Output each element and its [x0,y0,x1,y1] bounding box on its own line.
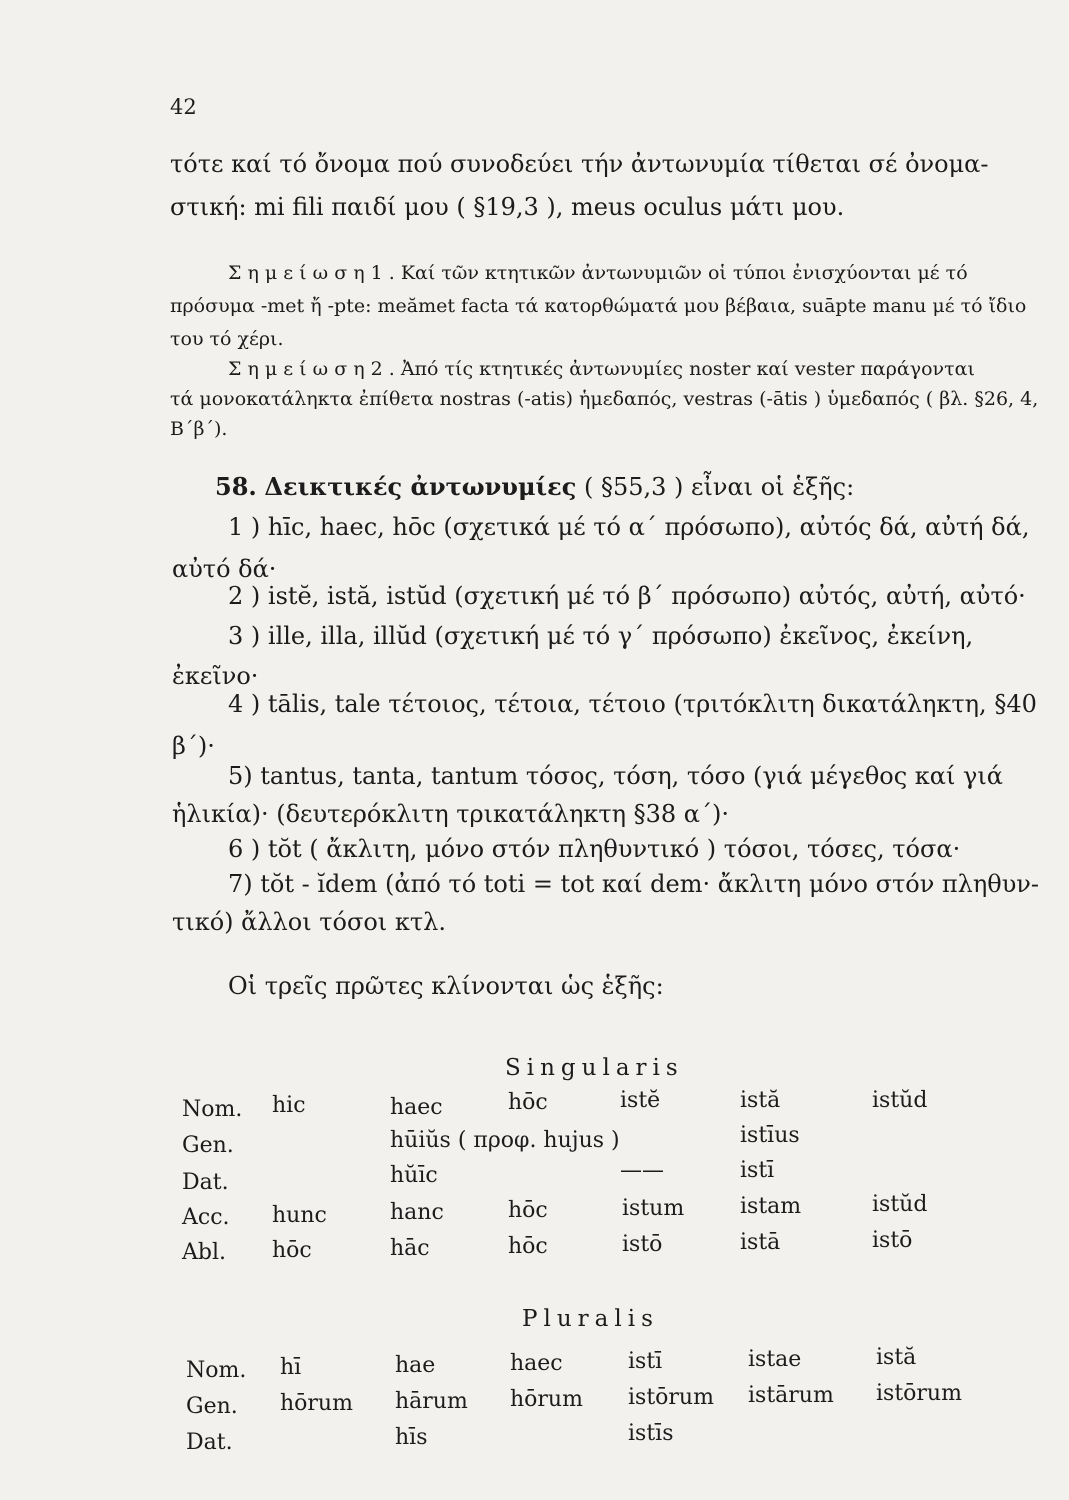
section-number: 58. [215,472,257,501]
list-line: β΄)· [172,732,215,760]
table-cell: —— [620,1158,664,1183]
table-cell: hūiŭs ( προφ. hujus ) [390,1128,620,1153]
table-cell: istae [748,1347,802,1372]
note-line: τά μονοκατάληκτα ἐπίθετα nostras (-atis) ἡμεδαπός, vestras (-ātis ) ὑμεδαπός ( βλ. §26, 4, [170,388,1039,410]
case-label: Dat. [186,1430,233,1455]
table-cell: istīus [740,1123,800,1148]
table-cell: istōrum [876,1381,962,1406]
section-heading [215,472,854,501]
list-line: 4 ) tālis, tale τέτοιος, τέτοια, τέτοιο (τριτόκλιτη δικατάληκτη, §40 [228,690,1037,718]
table-cell: istŭd [872,1088,928,1113]
case-label: Gen. [186,1394,238,1419]
table-cell: istī [740,1158,775,1183]
declension-intro: Οἱ τρεῖς πρῶτες κλίνονται ὡς ἑξῆς: [228,972,664,1000]
table-cell: istō [622,1232,663,1257]
table-cell: hārum [395,1389,468,1414]
table-cell: istă [740,1088,781,1113]
page-number: 42 [170,95,197,119]
table-cell: hāc [390,1236,430,1261]
table-cell: hic [272,1093,306,1118]
table-cell: istīs [628,1421,674,1446]
case-label: Dat. [182,1170,229,1195]
table-cell: istam [740,1194,802,1219]
table-cell: hōc [272,1238,312,1263]
table-cell: hōrum [280,1391,353,1416]
section-title: Δεικτικές ἀντωνυμίες [264,472,577,501]
case-label: Nom. [186,1358,247,1383]
note-line: Σ η μ ε ί ω σ η 1 . Καί τῶν κτητικῶν ἀντωνυμιῶν οἱ τύποι ἐνισχύονται μέ τό [228,262,968,284]
note-line: Β΄β΄). [170,418,228,440]
case-label: Abl. [182,1240,226,1265]
table-cell: hōc [508,1234,548,1259]
list-line: 5) tantus, tanta, tantum τόσος, τόση, τόσο (γιά μέγεθος καί γιά [228,762,1003,790]
list-line: 6 ) tŏt ( ἄκλιτη, μόνο στόν πληθυντικό ) τόσοι, τόσες, τόσα· [228,835,961,863]
table-cell: hōc [508,1090,548,1115]
pluralis-title: Pluralis [522,1306,659,1332]
table-cell: hīs [395,1425,428,1450]
text-line: στική: mi fili παιδί μου ( §19,3 ), meus oculus μάτι μου. [170,193,845,221]
table-cell: istī [628,1349,663,1374]
table-cell: haec [510,1351,563,1376]
case-label: Gen. [182,1133,234,1158]
table-cell: istārum [748,1383,834,1408]
table-cell: hae [395,1353,436,1378]
note-line: πρόσυμα -met ἤ -pte: meămet facta τά κατορθώματά μου βέβαια, suāpte manu μέ τό ἴδιο [170,295,1027,317]
table-cell: hanc [390,1200,444,1225]
table-cell: istĕ [620,1088,661,1113]
table-cell: hunc [272,1203,327,1228]
case-label: Nom. [182,1097,243,1122]
list-line: ἡλικία)· (δευτερόκλιτη τρικατάληκτη §38 α΄)· [172,800,729,828]
list-line: ἐκεῖνο· [172,662,259,690]
list-line: τικό) ἄλλοι τόσοι κτλ. [172,908,446,936]
list-line: 7) tŏt - ĭdem (ἀπό τό toti = tot καί dem· ἄκλιτη μόνο στόν πληθυν- [228,870,1040,898]
table-cell: hī [280,1355,302,1380]
note-line: του τό χέρι. [170,328,284,350]
table-cell: istŭd [872,1192,928,1217]
case-label: Acc. [182,1205,230,1230]
section-heading-rest: ( §55,3 ) εἶναι οἱ ἑξῆς: [576,473,855,501]
list-line: αὐτό δά· [172,555,277,583]
table-cell: istā [740,1230,781,1255]
table-cell: istōrum [628,1385,714,1410]
table-cell: hōc [508,1198,548,1223]
list-line: 1 ) hīc, haec, hōc (σχετικά μέ τό α΄ πρόσωπο), αὐτός δά, αὐτή δά, [228,513,1030,541]
table-cell: istum [622,1196,685,1221]
table-cell: hōrum [510,1387,583,1412]
table-cell: hŭīc [390,1163,438,1188]
table-cell: istō [872,1228,913,1253]
list-line: 3 ) ille, illa, illŭd (σχετική μέ τό γ΄ πρόσωπο) ἐκεῖνος, ἐκείνη, [228,622,974,650]
text-line: τότε καί τό ὄνομα πού συνοδεύει τήν ἀντωνυμία τίθεται σέ ὀνομα- [170,150,989,178]
note-line: Σ η μ ε ί ω σ η 2 . Ἀπό τίς κτητικές ἀντωνυμίες noster καί vester παράγονται [228,358,975,380]
list-line: 2 ) istĕ, istă, istŭd (σχετική μέ τό β΄ πρόσωπο) αὐτός, αὐτή, αὐτό· [228,582,1026,610]
table-cell: istă [876,1345,917,1370]
table-cell: haec [390,1095,443,1120]
singularis-title: Singularis [505,1055,684,1081]
